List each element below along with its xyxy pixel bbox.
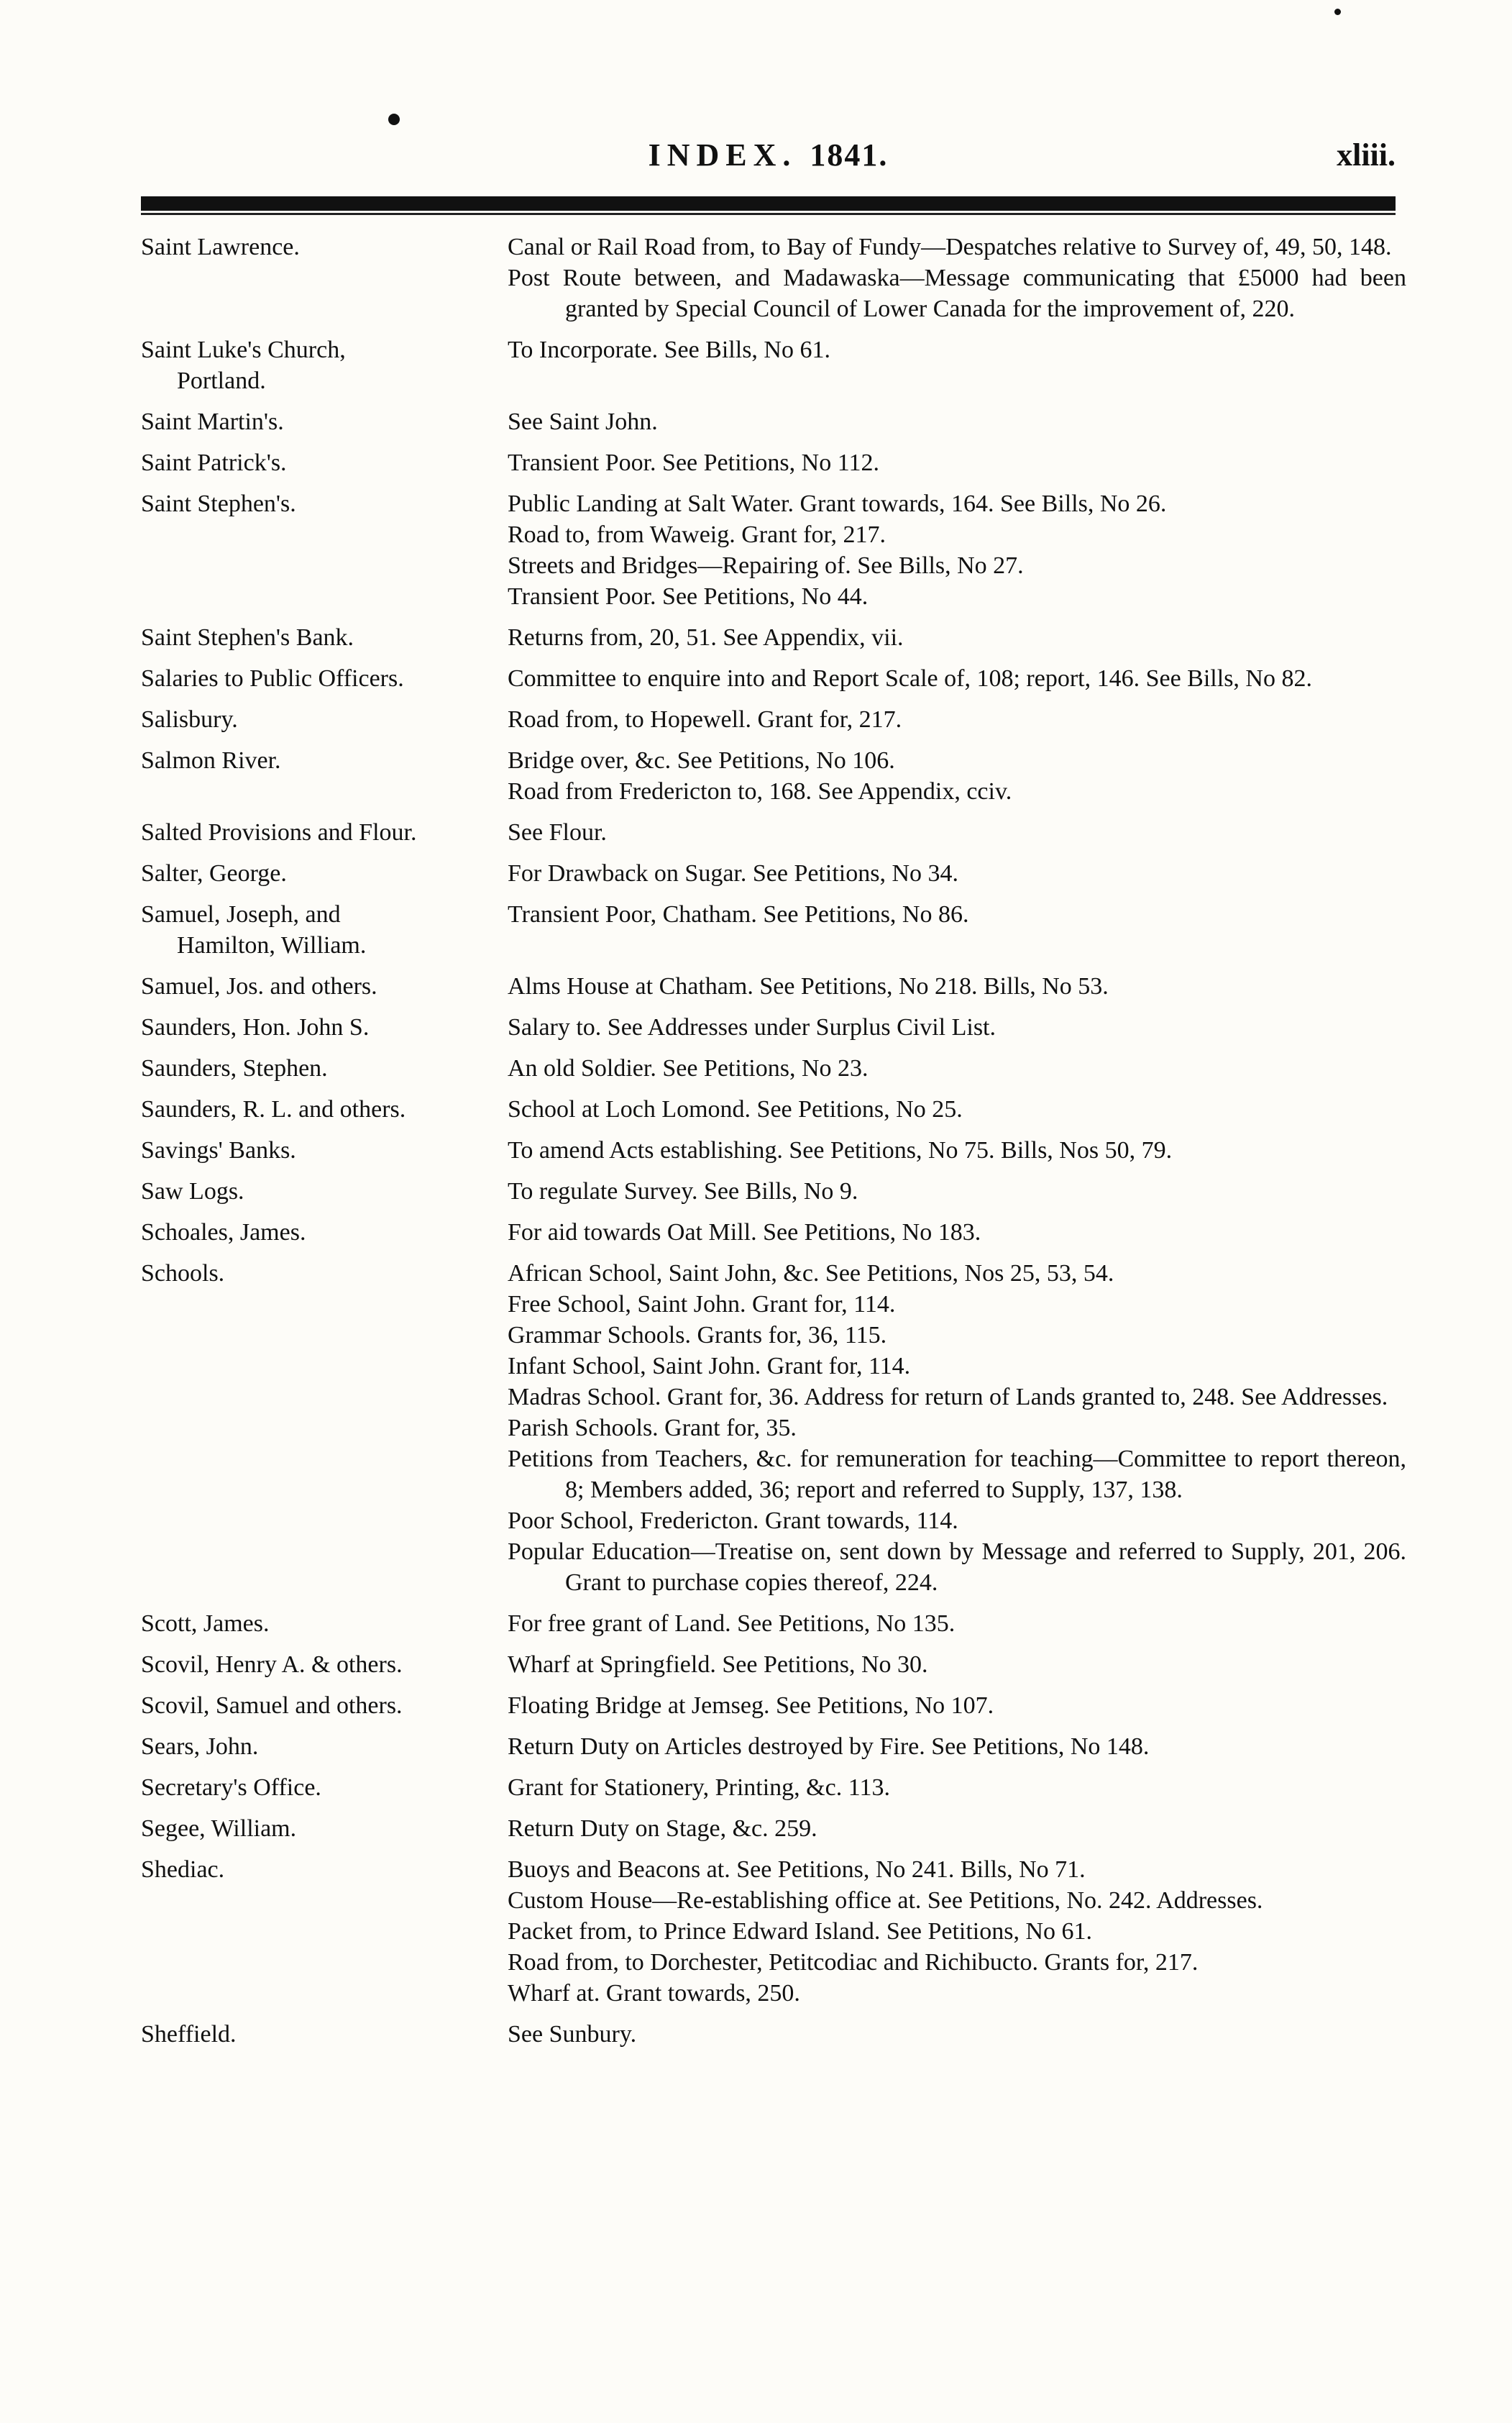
index-term (141, 2019, 508, 2050)
index-entry (141, 1731, 1406, 1762)
reference-line: Grant for Stationery, Printing, &c. 113. (508, 1774, 890, 1801)
index-entry (141, 1608, 1406, 1639)
index-entry (141, 1854, 1406, 2009)
index-references (508, 2019, 1406, 2050)
reference-line: Madras School. Grant for, 36. Address for return of Lands granted to, 248. See Addresses. (508, 1384, 1388, 1410)
reference-line: Petitions from Teachers, &c. for remuneration for teaching—Committee to report thereon, 8; Members added, 36; report and referred to Supply, 137, 138. (508, 1446, 1406, 1503)
index-references (508, 745, 1406, 807)
index-entry (141, 1135, 1406, 1166)
index-entry (141, 858, 1406, 889)
term-line: Scovil, Samuel and others. (141, 1692, 403, 1719)
index-term (141, 1176, 508, 1207)
index-entry (141, 1258, 1406, 1598)
running-title (141, 137, 1396, 173)
term-line: Sheffield. (141, 2021, 237, 2048)
term-line: Saint Stephen's Bank. (141, 624, 354, 651)
index-term (141, 622, 508, 653)
term-line: Saw Logs. (141, 1178, 244, 1205)
index-term (141, 1854, 508, 2009)
reference-line: For free grant of Land. See Petitions, No 135. (508, 1610, 956, 1637)
term-line: Samuel, Jos. and others. (141, 973, 377, 1000)
reference-line: Floating Bridge at Jemseg. See Petitions, No 107. (508, 1692, 994, 1719)
index-entry (141, 1813, 1406, 1844)
index-references (508, 1217, 1406, 1248)
index-entry (141, 1176, 1406, 1207)
reference-line: See Saint John. (508, 409, 658, 435)
reference-line: Grammar Schools. Grants for, 36, 115. (508, 1322, 887, 1349)
reference-line: Post Route between, and Madawaska—Message communicating that £5000 had been granted by Special Council of Lower Canada for the improvement of, 220. (508, 265, 1406, 322)
reference-line: Return Duty on Articles destroyed by Fire. See Petitions, No 148. (508, 1733, 1150, 1760)
index-entry (141, 971, 1406, 1002)
index-references (508, 406, 1406, 437)
index-references (508, 858, 1406, 889)
index-term (141, 488, 508, 612)
index-references (508, 1012, 1406, 1043)
reference-line: Parish Schools. Grant for, 35. (508, 1415, 797, 1441)
reference-line: Transient Poor, Chatham. See Petitions, No 86. (508, 901, 969, 928)
header-rule-thin (141, 213, 1396, 215)
index-references (508, 1731, 1406, 1762)
term-line: Saunders, Hon. John S. (141, 1014, 370, 1041)
reference-line: To Incorporate. See Bills, No 61. (508, 337, 830, 363)
reference-line: Salary to. See Addresses under Surplus Civil List. (508, 1014, 996, 1041)
index-entry (141, 2019, 1406, 2050)
reference-line: Road to, from Waweig. Grant for, 217. (508, 521, 886, 548)
reference-line: African School, Saint John, &c. See Petitions, Nos 25, 53, 54. (508, 1260, 1114, 1287)
term-line: Schoales, James. (141, 1219, 306, 1246)
term-line: Salter, George. (141, 860, 287, 887)
reference-line: Streets and Bridges—Repairing of. See Bills, No 27. (508, 552, 1024, 579)
reference-line: Buoys and Beacons at. See Petitions, No 241. Bills, No 71. (508, 1856, 1086, 1883)
reference-line: Returns from, 20, 51. See Appendix, vii. (508, 624, 904, 651)
index-term (141, 1772, 508, 1803)
index-term (141, 899, 508, 961)
reference-line: For aid towards Oat Mill. See Petitions, No 183. (508, 1219, 981, 1246)
index-references (508, 817, 1406, 848)
term-line: Saunders, Stephen. (141, 1055, 328, 1082)
reference-line: Canal or Rail Road from, to Bay of Fundy—Despatches relative to Survey of, 49, 50, 148. (508, 234, 1392, 260)
index-references (508, 1690, 1406, 1721)
term-line: Segee, William. (141, 1815, 297, 1842)
index-term (141, 1094, 508, 1125)
term-line: Scovil, Henry A. & others. (141, 1651, 403, 1678)
reference-line: See Flour. (508, 819, 607, 846)
reference-line: Return Duty on Stage, &c. 259. (508, 1815, 817, 1842)
reference-line: An old Soldier. See Petitions, No 23. (508, 1055, 869, 1082)
term-line: Salaries to Public Officers. (141, 665, 404, 692)
term-line: Salted Provisions and Flour. (141, 819, 417, 846)
index-references (508, 704, 1406, 735)
reference-line: Alms House at Chatham. See Petitions, No 218. Bills, No 53. (508, 973, 1109, 1000)
index-term (141, 704, 508, 735)
index-references (508, 1649, 1406, 1680)
term-line: Sears, John. (141, 1733, 259, 1760)
term-line: Savings' Banks. (141, 1137, 296, 1164)
index-term (141, 334, 508, 396)
term-line: Shediac. (141, 1856, 225, 1883)
index-entry (141, 232, 1406, 324)
index-references (508, 1854, 1406, 2009)
reference-line: School at Loch Lomond. See Petitions, No 25. (508, 1096, 963, 1123)
index-term (141, 1813, 508, 1844)
reference-line: Packet from, to Prince Edward Island. See Petitions, No 61. (508, 1918, 1093, 1945)
index-references (508, 1176, 1406, 1207)
index-entry (141, 488, 1406, 612)
index-term (141, 232, 508, 324)
index-term (141, 971, 508, 1002)
index-term (141, 1690, 508, 1721)
index-entry (141, 663, 1406, 694)
index-term (141, 447, 508, 478)
ink-spot (388, 114, 400, 125)
index-entry (141, 1772, 1406, 1803)
reference-line: Road from, to Hopewell. Grant for, 217. (508, 706, 902, 733)
index-references (508, 663, 1406, 694)
index-entry (141, 1012, 1406, 1043)
index-references (508, 1135, 1406, 1166)
index-term (141, 406, 508, 437)
ink-spot (1334, 9, 1341, 15)
term-line: Saint Lawrence. (141, 234, 300, 260)
reference-line: Wharf at Springfield. See Petitions, No 30. (508, 1651, 928, 1678)
index-term (141, 663, 508, 694)
index-references (508, 1258, 1406, 1598)
reference-line: Transient Poor. See Petitions, No 44. (508, 583, 869, 610)
reference-line: Public Landing at Salt Water. Grant towards, 164. See Bills, No 26. (508, 490, 1167, 517)
reference-line: Road from, to Dorchester, Petitcodiac and Richibucto. Grants for, 217. (508, 1949, 1199, 1976)
term-continuation: Hamilton, William. (177, 932, 367, 959)
index-references (508, 1608, 1406, 1639)
term-line: Salisbury. (141, 706, 238, 733)
reference-line: Wharf at. Grant towards, 250. (508, 1980, 800, 2007)
index-entry (141, 899, 1406, 961)
index-entry (141, 1053, 1406, 1084)
page-number: xliii. (1337, 137, 1396, 173)
index-term (141, 1258, 508, 1598)
reference-line: Popular Education—Treatise on, sent down by Message and referred to Supply, 201, 206. Grant to purchase copies thereof, 224. (508, 1538, 1406, 1596)
index-references (508, 1772, 1406, 1803)
index-entry (141, 406, 1406, 437)
index-entry (141, 1649, 1406, 1680)
term-line: Secretary's Office. (141, 1774, 321, 1801)
header-rule (141, 196, 1396, 211)
index-term (141, 817, 508, 848)
index-entry (141, 1217, 1406, 1248)
index-entry (141, 1094, 1406, 1125)
reference-line: Custom House—Re-establishing office at. See Petitions, No. 242. Addresses. (508, 1887, 1263, 1914)
reference-line: Transient Poor. See Petitions, No 112. (508, 450, 879, 476)
index-entry (141, 447, 1406, 478)
index-year: 1841. (810, 137, 889, 173)
index-term (141, 1649, 508, 1680)
index-references (508, 488, 1406, 612)
index-references (508, 334, 1406, 396)
term-line: Samuel, Joseph, and (141, 901, 341, 928)
reference-line: Road from Fredericton to, 168. See Appendix, cciv. (508, 778, 1012, 805)
index-references (508, 971, 1406, 1002)
index-term (141, 1608, 508, 1639)
reference-line: To amend Acts establishing. See Petitions, No 75. Bills, Nos 50, 79. (508, 1137, 1173, 1164)
index-term (141, 1135, 508, 1166)
page-header (141, 137, 1396, 187)
index-term (141, 1217, 508, 1248)
index-title: INDEX. (648, 137, 797, 173)
term-line: Saint Patrick's. (141, 450, 287, 476)
term-continuation: Portland. (177, 368, 266, 394)
index-entries (141, 232, 1406, 2060)
index-entry (141, 1690, 1406, 1721)
term-line: Saint Stephen's. (141, 490, 296, 517)
reference-line: Poor School, Fredericton. Grant towards, 114. (508, 1507, 958, 1534)
reference-line: Bridge over, &c. See Petitions, No 106. (508, 747, 895, 774)
reference-line: To regulate Survey. See Bills, No 9. (508, 1178, 858, 1205)
index-entry (141, 745, 1406, 807)
index-references (508, 899, 1406, 961)
index-references (508, 447, 1406, 478)
index-entry (141, 704, 1406, 735)
index-references (508, 622, 1406, 653)
term-line: Scott, James. (141, 1610, 270, 1637)
reference-line: Infant School, Saint John. Grant for, 114. (508, 1353, 911, 1379)
index-term (141, 1731, 508, 1762)
term-line: Schools. (141, 1260, 225, 1287)
reference-line: For Drawback on Sugar. See Petitions, No 34. (508, 860, 959, 887)
index-entry (141, 817, 1406, 848)
index-references (508, 1813, 1406, 1844)
index-term (141, 1012, 508, 1043)
reference-line: See Sunbury. (508, 2021, 637, 2048)
term-line: Salmon River. (141, 747, 281, 774)
term-line: Saunders, R. L. and others. (141, 1096, 406, 1123)
index-term (141, 858, 508, 889)
term-line: Saint Luke's Church, (141, 337, 346, 363)
index-entry (141, 622, 1406, 653)
index-entry (141, 334, 1406, 396)
index-references (508, 1053, 1406, 1084)
index-references (508, 1094, 1406, 1125)
index-term (141, 745, 508, 807)
reference-line: Committee to enquire into and Report Scale of, 108; report, 146. See Bills, No 82. (508, 665, 1312, 692)
reference-line: Free School, Saint John. Grant for, 114. (508, 1291, 896, 1318)
index-references (508, 232, 1406, 324)
index-term (141, 1053, 508, 1084)
term-line: Saint Martin's. (141, 409, 284, 435)
